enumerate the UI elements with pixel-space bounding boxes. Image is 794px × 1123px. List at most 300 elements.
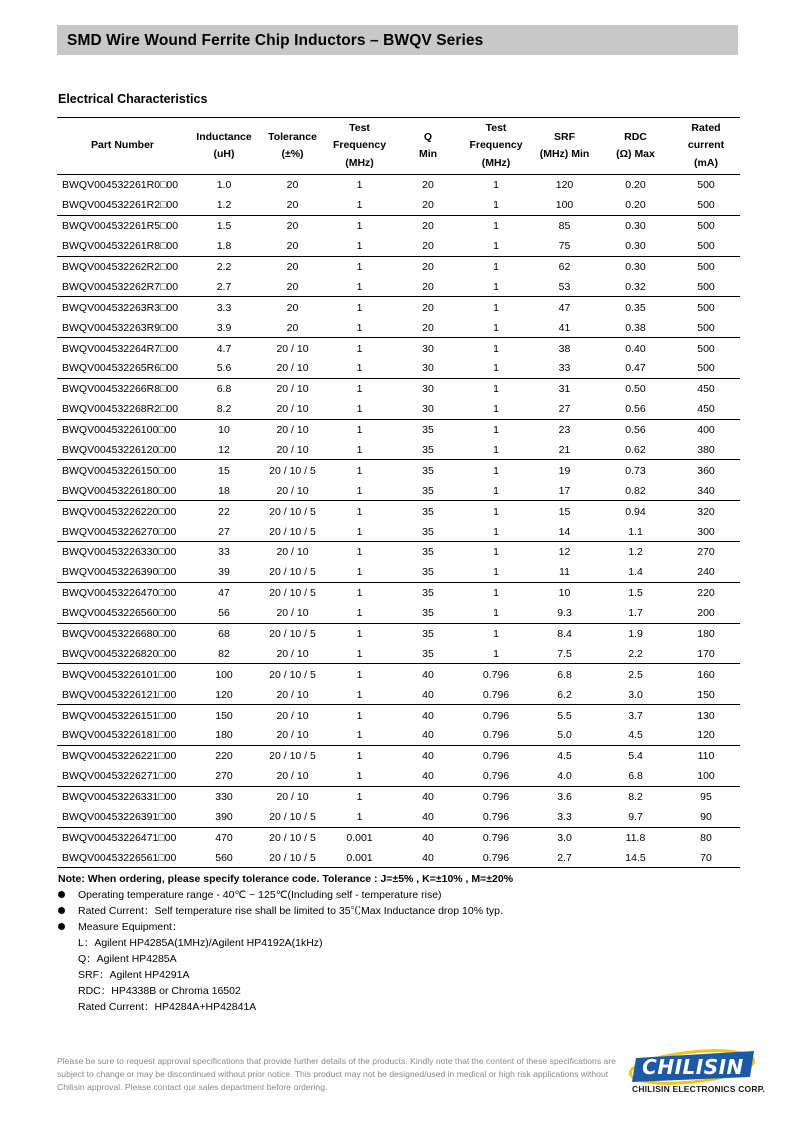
cell-inductance: 180 bbox=[188, 725, 260, 745]
table-row bbox=[57, 664, 740, 684]
column-header-line: Min bbox=[418, 148, 438, 160]
cell-tolerance: 20 / 10 / 5 bbox=[269, 628, 316, 641]
cell-inductance: 330 bbox=[215, 791, 233, 804]
cell-srf: 6.2 bbox=[530, 684, 599, 704]
table-row bbox=[57, 705, 740, 725]
cell-rdc: 4.5 bbox=[599, 725, 672, 745]
cell-test-frequency-srf: 0.796 bbox=[482, 791, 510, 804]
cell-rdc: 2.2 bbox=[599, 643, 672, 663]
cell-rated-current: 500 bbox=[697, 179, 715, 192]
cell-rdc: 0.32 bbox=[599, 276, 672, 296]
column-header-part-number bbox=[57, 118, 188, 175]
cell-part-number: BWQV00453226150□00 bbox=[62, 464, 177, 477]
cell-rdc: 0.50 bbox=[625, 383, 646, 396]
cell-rdc: 0.38 bbox=[599, 317, 672, 337]
cell-q-min: 40 bbox=[422, 750, 434, 763]
cell-srf: 15 bbox=[558, 505, 571, 518]
cell-test-frequency-srf: 1 bbox=[493, 383, 499, 396]
cell-part-number: BWQV004532263R9□00 bbox=[57, 317, 188, 337]
cell-part-number: BWQV00453226471□00 bbox=[62, 831, 177, 844]
bullet-icon bbox=[58, 891, 65, 898]
cell-test-frequency: 1 bbox=[356, 709, 363, 722]
column-header-test-frequency-srf bbox=[462, 118, 530, 175]
cell-test-frequency: 1 bbox=[325, 399, 394, 419]
table-row bbox=[57, 603, 740, 623]
cell-rdc: 2.5 bbox=[628, 668, 643, 681]
cell-rated-current: 500 bbox=[697, 301, 715, 314]
cell-tolerance: 20 / 10 / 5 bbox=[269, 505, 316, 518]
cell-srf: 3.3 bbox=[530, 807, 599, 827]
cell-test-frequency-srf: 1 bbox=[462, 399, 530, 419]
cell-tolerance: 20 / 10 bbox=[260, 480, 325, 500]
cell-test-frequency-srf: 1 bbox=[462, 440, 530, 460]
cell-tolerance: 20 / 10 / 5 bbox=[269, 750, 316, 763]
logo-wordmark: CHILISIN bbox=[642, 1055, 744, 1079]
equipment-item-rated-current: Rated Current：HP4284A+HP42841A bbox=[78, 1001, 257, 1013]
cell-inductance: 3.9 bbox=[188, 317, 260, 337]
column-header-line: RDC bbox=[624, 130, 647, 143]
cell-rated-current: 500 bbox=[672, 236, 740, 256]
table-row bbox=[57, 766, 740, 786]
cell-rdc: 1.1 bbox=[599, 521, 672, 541]
cell-tolerance: 20 bbox=[286, 179, 299, 192]
column-header-line: current bbox=[687, 139, 725, 152]
cell-tolerance: 20 / 10 bbox=[260, 440, 325, 460]
cell-tolerance: 20 / 10 bbox=[276, 383, 309, 396]
cell-test-frequency-srf: 0.796 bbox=[462, 725, 530, 745]
column-header-line: Frequency bbox=[332, 139, 387, 152]
column-header-inductance bbox=[188, 118, 260, 175]
cell-part-number: BWQV00453226270□00 bbox=[57, 521, 188, 541]
cell-rdc: 3.7 bbox=[628, 709, 643, 722]
cell-inductance: 12 bbox=[188, 440, 260, 460]
cell-q-min: 35 bbox=[394, 521, 462, 541]
cell-rated-current: 380 bbox=[672, 440, 740, 460]
cell-test-frequency-srf: 1 bbox=[462, 480, 530, 500]
cell-part-number: BWQV00453226101□00 bbox=[62, 668, 177, 681]
table-row bbox=[57, 623, 740, 643]
cell-q-min: 20 bbox=[422, 261, 434, 273]
cell-srf: 4.0 bbox=[530, 766, 599, 786]
note-text: Operating temperature range - 40℃ ~ 125℃(Including self - temperature rise) bbox=[78, 889, 442, 901]
cell-tolerance: 20 bbox=[260, 236, 325, 256]
cell-inductance: 1.2 bbox=[188, 195, 260, 215]
cell-q-min: 40 bbox=[394, 807, 462, 827]
cell-tolerance: 20 / 10 / 5 bbox=[269, 464, 316, 477]
cell-rated-current: 80 bbox=[700, 831, 712, 844]
cell-inductance: 68 bbox=[218, 628, 230, 641]
cell-rdc: 0.20 bbox=[599, 195, 672, 215]
cell-test-frequency: 1 bbox=[356, 301, 363, 314]
cell-q-min: 40 bbox=[394, 847, 462, 867]
table-body bbox=[57, 175, 740, 868]
cell-rated-current: 180 bbox=[697, 628, 715, 641]
cell-test-frequency-srf: 1 bbox=[462, 276, 530, 296]
ordering-note: Note: When ordering, please specify tolerance code. Tolerance : J=±5% , K=±10% , M=±20% bbox=[58, 873, 514, 885]
cell-q-min: 35 bbox=[422, 628, 434, 641]
cell-inductance: 18 bbox=[188, 480, 260, 500]
cell-q-min: 35 bbox=[394, 603, 462, 623]
table-row bbox=[57, 256, 740, 276]
cell-tolerance: 20 / 10 bbox=[260, 603, 325, 623]
cell-rated-current: 150 bbox=[672, 684, 740, 704]
cell-srf: 12 bbox=[558, 546, 571, 559]
cell-tolerance: 20 / 10 bbox=[260, 684, 325, 704]
cell-rated-current: 160 bbox=[697, 668, 715, 681]
cell-rated-current: 450 bbox=[672, 399, 740, 419]
cell-rdc: 8.2 bbox=[628, 791, 643, 804]
cell-q-min: 20 bbox=[394, 317, 462, 337]
table-row bbox=[57, 378, 740, 398]
cell-part-number: BWQV00453226180□00 bbox=[57, 480, 188, 500]
cell-rdc: 0.30 bbox=[599, 236, 672, 256]
cell-part-number: BWQV004532261R0□00 bbox=[62, 179, 179, 192]
cell-rdc: 9.7 bbox=[599, 807, 672, 827]
note-text: Rated Current：Self temperature rise shall be limited to 35℃Max Inductance drop 10% typ. bbox=[78, 905, 503, 917]
cell-srf: 23 bbox=[558, 424, 571, 437]
cell-test-frequency-srf: 1 bbox=[493, 546, 499, 559]
cell-part-number: BWQV004532262R2□00 bbox=[62, 261, 179, 273]
cell-test-frequency-srf: 1 bbox=[493, 505, 499, 518]
cell-test-frequency-srf: 1 bbox=[462, 603, 530, 623]
cell-rdc: 11.8 bbox=[625, 831, 646, 844]
table-row bbox=[57, 643, 740, 663]
column-header-line: Rated bbox=[691, 121, 721, 134]
table-row bbox=[57, 501, 740, 521]
cell-tolerance: 20 / 10 bbox=[276, 709, 309, 722]
cell-test-frequency-srf: 1 bbox=[462, 643, 530, 663]
cell-srf: 4.5 bbox=[557, 750, 572, 763]
cell-inductance: 8.2 bbox=[188, 399, 260, 419]
cell-q-min: 35 bbox=[394, 440, 462, 460]
cell-srf: 19 bbox=[558, 464, 571, 477]
cell-inductance: 22 bbox=[218, 505, 230, 518]
cell-rdc: 0.35 bbox=[625, 301, 646, 314]
table-row bbox=[57, 195, 740, 215]
cell-srf: 3.0 bbox=[557, 831, 572, 844]
cell-test-frequency: 1 bbox=[325, 766, 394, 786]
column-header-q-min bbox=[394, 118, 462, 175]
cell-inductance: 82 bbox=[188, 643, 260, 663]
cell-test-frequency-srf: 1 bbox=[462, 521, 530, 541]
cell-rated-current: 110 bbox=[697, 750, 715, 763]
cell-srf: 62 bbox=[558, 261, 571, 273]
cell-q-min: 40 bbox=[422, 709, 434, 722]
cell-srf: 8.4 bbox=[557, 628, 572, 641]
electrical-characteristics-table bbox=[57, 117, 740, 868]
cell-rdc: 0.30 bbox=[625, 220, 646, 233]
cell-q-min: 30 bbox=[394, 358, 462, 378]
cell-tolerance: 20 / 10 bbox=[276, 791, 309, 804]
cell-rdc: 0.47 bbox=[599, 358, 672, 378]
cell-tolerance: 20 / 10 bbox=[276, 342, 309, 355]
cell-test-frequency-srf: 0.796 bbox=[462, 847, 530, 867]
cell-inductance: 390 bbox=[188, 807, 260, 827]
cell-test-frequency: 0.001 bbox=[346, 831, 373, 844]
cell-inductance: 56 bbox=[188, 603, 260, 623]
cell-rated-current: 90 bbox=[672, 807, 740, 827]
cell-part-number: BWQV00453226820□00 bbox=[57, 643, 188, 663]
cell-inductance: 15 bbox=[218, 464, 230, 477]
column-header-line: (uH) bbox=[213, 148, 235, 160]
table-row bbox=[57, 745, 740, 765]
table-row bbox=[57, 215, 740, 235]
cell-test-frequency-srf: 1 bbox=[493, 464, 499, 477]
cell-test-frequency: 1 bbox=[356, 179, 363, 192]
cell-srf: 11 bbox=[530, 562, 599, 582]
cell-part-number: BWQV00453226330□00 bbox=[62, 546, 177, 559]
cell-rdc: 0.56 bbox=[599, 399, 672, 419]
cell-inductance: 47 bbox=[218, 587, 230, 600]
cell-test-frequency: 1 bbox=[356, 342, 363, 355]
cell-test-frequency: 1 bbox=[325, 521, 394, 541]
cell-rdc: 6.8 bbox=[599, 766, 672, 786]
cell-tolerance: 20 / 10 bbox=[276, 424, 309, 437]
equipment-item-q: Q：Agilent HP4285A bbox=[78, 953, 177, 965]
cell-test-frequency: 1 bbox=[325, 440, 394, 460]
column-header-rated-current bbox=[672, 118, 740, 175]
cell-rated-current: 270 bbox=[697, 546, 715, 559]
table-row bbox=[57, 317, 740, 337]
cell-tolerance: 20 bbox=[260, 276, 325, 296]
column-header-line: (MHz) bbox=[481, 156, 511, 169]
footer-disclaimer: Please be sure to request approval specifications that provide further details of the products. Kindly note that the content of these specifications are subject to change or may be discontinued without prior notice. This product may not be designed/used in medical or high risk applications without Chilisin approval. Please contact our sales department before ordering. bbox=[57, 1056, 616, 1092]
cell-inductance: 470 bbox=[215, 831, 233, 844]
cell-srf: 17 bbox=[530, 480, 599, 500]
cell-srf: 7.5 bbox=[530, 643, 599, 663]
cell-rated-current: 200 bbox=[672, 603, 740, 623]
cell-inductance: 150 bbox=[215, 709, 233, 722]
cell-tolerance: 20 / 10 bbox=[260, 358, 325, 378]
note-item-measure-equipment bbox=[58, 919, 738, 935]
cell-part-number: BWQV00453226221□00 bbox=[62, 750, 177, 763]
cell-test-frequency-srf: 1 bbox=[462, 358, 530, 378]
cell-test-frequency: 1 bbox=[356, 628, 363, 641]
cell-part-number: BWQV00453226561□00 bbox=[57, 847, 188, 867]
cell-tolerance: 20 bbox=[286, 220, 299, 233]
column-header-test-frequency bbox=[325, 118, 394, 175]
cell-q-min: 35 bbox=[394, 562, 462, 582]
equipment-item-rdc: RDC：HP4338B or Chroma 16502 bbox=[78, 985, 241, 997]
cell-rated-current: 170 bbox=[672, 643, 740, 663]
cell-test-frequency-srf: 0.796 bbox=[462, 684, 530, 704]
cell-test-frequency: 1 bbox=[325, 603, 394, 623]
cell-rated-current: 100 bbox=[672, 766, 740, 786]
cell-q-min: 35 bbox=[422, 546, 434, 559]
cell-rated-current: 450 bbox=[697, 383, 715, 396]
table-row bbox=[57, 521, 740, 541]
cell-tolerance: 20 bbox=[260, 195, 325, 215]
cell-part-number: BWQV00453226271□00 bbox=[57, 766, 188, 786]
cell-test-frequency: 1 bbox=[325, 480, 394, 500]
cell-tolerance: 20 bbox=[260, 317, 325, 337]
cell-part-number: BWQV004532261R8□00 bbox=[57, 236, 188, 256]
cell-test-frequency: 1 bbox=[356, 587, 363, 600]
cell-rated-current: 500 bbox=[697, 220, 715, 233]
column-header-line: Test bbox=[349, 121, 370, 134]
cell-part-number: BWQV004532268R2□00 bbox=[57, 399, 188, 419]
cell-rated-current: 340 bbox=[672, 480, 740, 500]
cell-rated-current: 130 bbox=[697, 709, 715, 722]
table-row bbox=[57, 847, 740, 867]
table-row bbox=[57, 338, 740, 358]
cell-test-frequency: 1 bbox=[356, 464, 363, 477]
cell-test-frequency-srf: 1 bbox=[493, 587, 499, 600]
cell-test-frequency: 1 bbox=[356, 261, 363, 273]
column-header-srf bbox=[530, 118, 599, 175]
cell-tolerance: 20 / 10 bbox=[260, 399, 325, 419]
cell-rated-current: 300 bbox=[672, 521, 740, 541]
table-row bbox=[57, 480, 740, 500]
cell-rated-current: 95 bbox=[700, 791, 712, 804]
cell-rdc: 5.4 bbox=[628, 750, 643, 763]
cell-part-number: BWQV00453226390□00 bbox=[57, 562, 188, 582]
cell-srf: 5.0 bbox=[530, 725, 599, 745]
equipment-item-srf: SRF：Agilent HP4291A bbox=[78, 969, 190, 981]
cell-tolerance: 20 / 10 / 5 bbox=[260, 847, 325, 867]
cell-q-min: 35 bbox=[422, 424, 434, 437]
table-row bbox=[57, 236, 740, 256]
column-header-line: SRF bbox=[554, 130, 575, 143]
bullet-icon bbox=[58, 907, 65, 914]
table-row bbox=[57, 684, 740, 704]
cell-part-number: BWQV00453226470□00 bbox=[62, 587, 177, 600]
table-row bbox=[57, 297, 740, 317]
column-header-line: (±%) bbox=[281, 148, 304, 160]
cell-test-frequency: 1 bbox=[356, 750, 363, 763]
table-row bbox=[57, 399, 740, 419]
cell-inductance: 33 bbox=[218, 546, 230, 559]
cell-test-frequency-srf: 1 bbox=[493, 261, 499, 273]
cell-test-frequency: 1 bbox=[325, 276, 394, 296]
table-row bbox=[57, 460, 740, 480]
cell-srf: 75 bbox=[530, 236, 599, 256]
cell-srf: 21 bbox=[530, 440, 599, 460]
cell-test-frequency-srf: 0.796 bbox=[482, 709, 510, 722]
cell-tolerance: 20 / 10 bbox=[276, 546, 309, 559]
cell-q-min: 35 bbox=[422, 587, 434, 600]
cell-srf: 10 bbox=[558, 587, 571, 600]
cell-part-number: BWQV004532263R3□00 bbox=[62, 301, 179, 314]
cell-test-frequency: 1 bbox=[325, 317, 394, 337]
column-header-line: Inductance bbox=[196, 130, 252, 143]
column-header-line: Test bbox=[485, 121, 507, 134]
cell-q-min: 20 bbox=[422, 301, 434, 314]
section-title: Electrical Characteristics bbox=[58, 92, 208, 106]
cell-tolerance: 20 / 10 / 5 bbox=[269, 831, 316, 844]
cell-part-number: BWQV004532261R5□00 bbox=[62, 220, 179, 233]
cell-rated-current: 500 bbox=[672, 317, 740, 337]
cell-srf: 9.3 bbox=[530, 603, 599, 623]
cell-test-frequency: 0.001 bbox=[325, 847, 394, 867]
table-row bbox=[57, 562, 740, 582]
cell-q-min: 20 bbox=[394, 236, 462, 256]
cell-q-min: 40 bbox=[394, 766, 462, 786]
cell-test-frequency: 1 bbox=[325, 684, 394, 704]
cell-tolerance: 20 / 10 / 5 bbox=[269, 668, 316, 681]
cell-tolerance: 20 bbox=[286, 261, 299, 273]
cell-q-min: 35 bbox=[422, 464, 434, 477]
cell-q-min: 20 bbox=[422, 220, 434, 233]
cell-rdc: 0.94 bbox=[625, 505, 646, 518]
cell-rdc: 0.20 bbox=[625, 179, 646, 192]
cell-q-min: 35 bbox=[394, 643, 462, 663]
cell-rated-current: 500 bbox=[672, 358, 740, 378]
cell-part-number: BWQV00453226331□00 bbox=[62, 791, 177, 804]
cell-test-frequency-srf: 1 bbox=[493, 342, 499, 355]
cell-rdc: 1.9 bbox=[628, 628, 643, 641]
cell-part-number: BWQV00453226151□00 bbox=[62, 709, 177, 722]
cell-test-frequency-srf: 1 bbox=[493, 179, 499, 192]
cell-rated-current: 500 bbox=[697, 342, 715, 355]
table-row bbox=[57, 542, 740, 562]
cell-part-number: BWQV00453226121□00 bbox=[57, 684, 188, 704]
column-header-line: (MHz) Min bbox=[539, 148, 590, 160]
cell-inductance: 2.7 bbox=[188, 276, 260, 296]
cell-rdc: 0.62 bbox=[599, 440, 672, 460]
cell-srf: 47 bbox=[558, 301, 571, 314]
cell-inductance: 220 bbox=[215, 750, 233, 763]
cell-rdc: 1.2 bbox=[628, 546, 643, 559]
cell-test-frequency-srf: 0.796 bbox=[482, 831, 510, 844]
cell-test-frequency: 1 bbox=[325, 236, 394, 256]
cell-rdc: 0.56 bbox=[625, 424, 646, 437]
cell-q-min: 20 bbox=[394, 195, 462, 215]
cell-rated-current: 500 bbox=[672, 276, 740, 296]
column-header-line: (Ω) Max bbox=[616, 148, 655, 160]
cell-rated-current: 360 bbox=[697, 464, 715, 477]
column-header-line: Tolerance bbox=[268, 130, 317, 143]
cell-part-number: BWQV004532262R7□00 bbox=[57, 276, 188, 296]
cell-tolerance: 20 bbox=[286, 301, 299, 314]
table-row bbox=[57, 175, 740, 195]
cell-srf: 41 bbox=[530, 317, 599, 337]
cell-test-frequency-srf: 1 bbox=[493, 301, 499, 314]
cell-rated-current: 400 bbox=[697, 424, 715, 437]
cell-inductance: 560 bbox=[188, 847, 260, 867]
cell-rdc: 0.40 bbox=[625, 342, 646, 355]
table-header-row bbox=[57, 118, 740, 175]
cell-part-number: BWQV004532264R7□00 bbox=[62, 342, 179, 355]
cell-srf: 85 bbox=[558, 220, 571, 233]
cell-test-frequency: 1 bbox=[356, 383, 363, 396]
cell-inductance: 39 bbox=[188, 562, 260, 582]
table-row bbox=[57, 582, 740, 602]
cell-rated-current: 500 bbox=[697, 261, 715, 273]
cell-q-min: 30 bbox=[422, 342, 434, 355]
cell-rdc: 1.5 bbox=[628, 587, 643, 600]
cell-rated-current: 240 bbox=[672, 562, 740, 582]
cell-part-number: BWQV00453226220□00 bbox=[62, 505, 177, 518]
cell-inductance: 6.8 bbox=[216, 383, 232, 396]
cell-part-number: BWQV00453226181□00 bbox=[57, 725, 188, 745]
cell-q-min: 40 bbox=[394, 684, 462, 704]
cell-part-number: BWQV00453226391□00 bbox=[57, 807, 188, 827]
cell-inductance: 270 bbox=[188, 766, 260, 786]
cell-test-frequency: 1 bbox=[325, 807, 394, 827]
cell-part-number: BWQV004532265R6□00 bbox=[57, 358, 188, 378]
cell-q-min: 20 bbox=[422, 179, 434, 192]
cell-test-frequency-srf: 0.796 bbox=[482, 668, 510, 681]
cell-part-number: BWQV00453226100□00 bbox=[62, 424, 177, 437]
table-row bbox=[57, 725, 740, 745]
cell-rdc: 1.7 bbox=[599, 603, 672, 623]
cell-q-min: 35 bbox=[394, 480, 462, 500]
cell-srf: 33 bbox=[530, 358, 599, 378]
cell-test-frequency: 1 bbox=[356, 505, 363, 518]
cell-q-min: 40 bbox=[422, 791, 434, 804]
column-header-line: Frequency bbox=[469, 139, 523, 152]
